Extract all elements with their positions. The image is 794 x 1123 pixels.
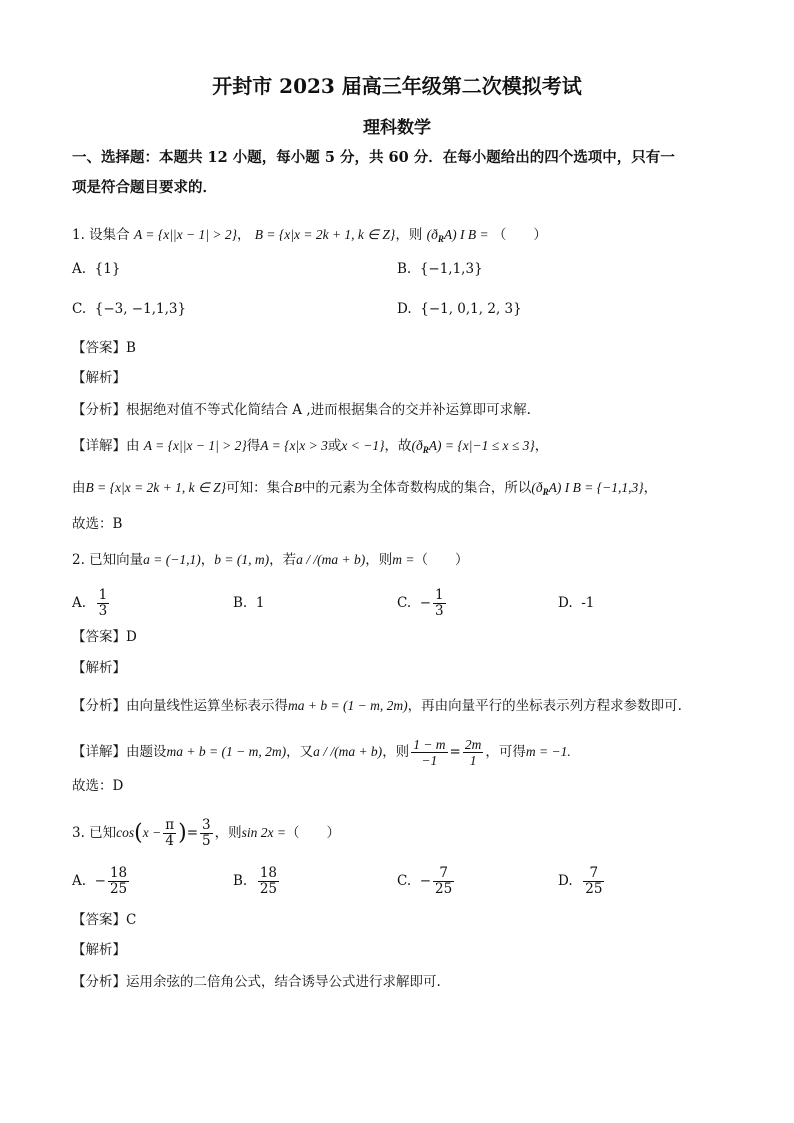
q2-option-b: B. 1 <box>233 595 265 611</box>
q1-fenxi: 【分析】根据绝对值不等式化简结合 A ,进而根据集合的交并补运算即可求解. <box>72 402 531 418</box>
q2-vector-a: a = (−1,1) <box>143 552 201 567</box>
q3-option-a: A. − $\frac{18}{25}$ <box>72 865 128 897</box>
section-heading-line2: 项是符合题目要求的． <box>72 179 217 196</box>
q1-choose: 故选：B <box>72 516 123 532</box>
question-2: 2. 已知向量a = (−1,1)，b = (1, m)，若a / /(ma + b)，则m =（ ） <box>72 552 469 568</box>
q2-analysis-tag: 【解析】 <box>72 660 126 676</box>
q1-paren: （ ） <box>492 227 547 243</box>
q2-condition: a / /(ma + b) <box>296 552 366 567</box>
q1-sep: ， <box>236 227 251 243</box>
q2-vector-b: b = (1, m) <box>214 552 270 567</box>
q2-detail: 【详解】由题设ma + b = (1 − m, 2m)，又a / /(ma + b)，则 $\frac{1 - m}{-1}$ = $\frac{2m}{1}$ ，可得m = −1. <box>72 737 571 768</box>
q1-option-b: B. {−1,1,3} <box>397 261 483 277</box>
q3-option-c: C. − $\frac{7}{25}$ <box>397 865 453 897</box>
q1-option-c: C. {−3, −1,1,3} <box>72 301 187 317</box>
q1-answer: 【答案】B <box>72 340 136 356</box>
question-1 <box>72 225 547 249</box>
q2-answer: 【答案】D <box>72 629 137 645</box>
q1-ask: ，则 <box>395 227 423 243</box>
q1-set-a: A = {x||x − 1| > 2} <box>133 227 237 242</box>
q2-option-c: C. − $\frac{1}{3}$ <box>397 587 444 619</box>
q3-analysis-tag: 【解析】 <box>72 942 126 958</box>
q1-lead: 1. 设集合 <box>72 227 130 243</box>
q1-detail-line1: 【详解】由 A = {x||x − 1| > 2}得A = {x|x > 3或x < −1}，故$(ð_RA) = \{x|-1 \le x \le 3\}$， <box>72 438 549 455</box>
q2-option-a: A. $\frac{1}{3}$ <box>72 587 108 619</box>
section-heading-line1: 一、选择题：本题共 12 小题，每小题 5 分，共 60 分．在每小题给出的四个选项中，只有一 <box>72 149 675 166</box>
q1-analysis-tag: 【解析】 <box>72 370 126 386</box>
q3-answer: 【答案】C <box>72 912 137 928</box>
q2-option-d: D. -1 <box>558 595 595 611</box>
q1-expr: $(ð_RA)$ I B = <box>426 227 489 244</box>
page-title: 开封市 2023 届高三年级第二次模拟考试 <box>212 74 582 98</box>
q3-fenxi: 【分析】运用余弦的二倍角公式，结合诱导公式进行求解即可. <box>72 974 441 990</box>
question-3: 3. 已知cos(x − $\frac{\pi}{4}$ )= $\frac{3}{5}$ ，则sin 2x =（ ） <box>72 817 340 849</box>
q1-option-a: A. {1} <box>72 261 121 277</box>
page-subtitle: 理科数学 <box>363 118 431 138</box>
q2-fenxi: 【分析】由向量线性运算坐标表示得ma + b = (1 − m, 2m)，再由向量平行的坐标表示列方程求参数即可. <box>72 698 682 714</box>
q1-set-b: B = {x|x = 2k + 1, k ∈ Z} <box>254 227 396 242</box>
q2-choose: 故选：D <box>72 778 124 794</box>
q1-option-d: D. {−1, 0,1, 2, 3} <box>397 301 522 317</box>
q3-option-b: B. $\frac{18}{25}$ <box>233 865 277 897</box>
q1-detail-line2: 由B = {x|x = 2k + 1, k ∈ Z}可知：集合B中的元素为全体奇数构成的集合，所以$(ð_RA)$ I B = {−1,1,3}， <box>72 480 658 497</box>
q3-option-d: D. $\frac{7}{25}$ <box>558 865 603 897</box>
